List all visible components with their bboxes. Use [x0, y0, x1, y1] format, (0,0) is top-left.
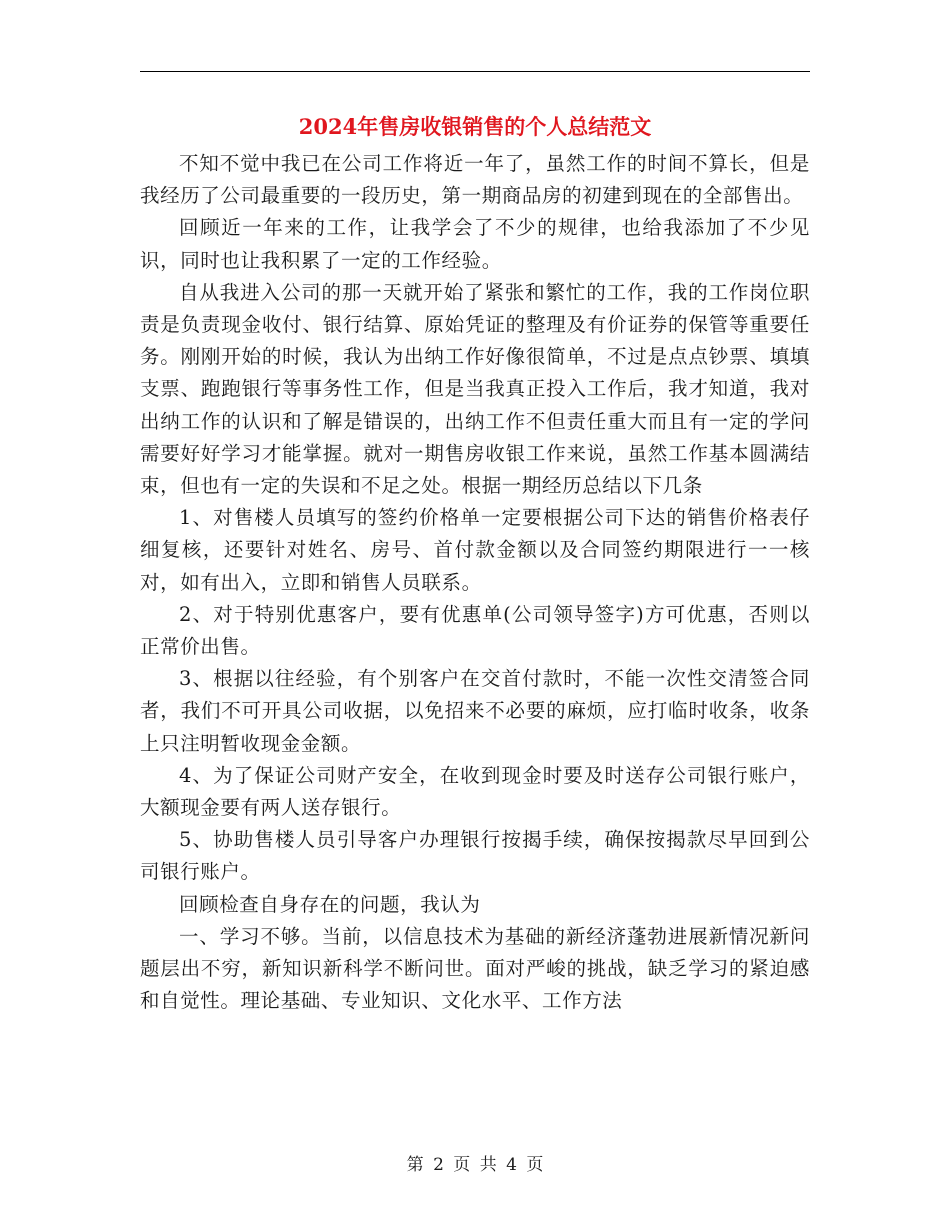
footer-current-page: 2: [433, 1155, 444, 1175]
paragraph: 2、对于特别优惠客户，要有优惠单(公司领导签字)方可优惠，否则以正常价出售。: [140, 602, 810, 659]
footer-suffix: 页: [526, 1155, 544, 1175]
footer-prefix: 第: [406, 1155, 424, 1175]
header-rule: [140, 71, 810, 72]
paragraph: 回顾近一年来的工作，让我学会了不少的规律，也给我添加了不少见识，同时也让我积累了一定的工作经验。: [140, 216, 810, 272]
paragraph: 回顾检查自身存在的问题，我认为: [179, 892, 481, 916]
footer-total-word: 共: [479, 1155, 497, 1175]
paragraph: 5、协助售楼人员引导客户办理银行按揭手续，确保按揭款尽早回到公司银行账户。: [140, 828, 810, 884]
footer-total-pages: 4: [506, 1155, 517, 1175]
footer-page-word: 页: [453, 1155, 471, 1175]
paragraph: 自从我进入公司的那一天就开始了紧张和繁忙的工作，我的工作岗位职责是负责现金收付、银行结算、原始凭证的整理及有价证券的保管等重要任务。刚刚开始的时候，我认为出纳工作好像很简单，不过是点点钞票、填填支票、跑跑银行等事务性工作，但是当我真正投入工作后，我才知道，我对出纳工作的认识和了解是错误的，出纳工作不但责任重大而且有一定的学问需要好好学习才能掌握。就对一期售房收银工作来说，虽然工作基本圆满结束，但也有一定的失误和不足之处。根据一期经历总结以下几条: [140, 280, 810, 498]
paragraph: 一、学习不够。当前，以信息技术为基础的新经济蓬勃进展新情况新问题层出不穷，新知识新科学不断问世。面对严峻的挑战，缺乏学习的紧迫感和自觉性。理论基础、专业知识、文化水平、工作方法: [140, 924, 810, 1013]
document-body: [140, 148, 810, 1017]
paragraph: 3、根据以往经验，有个别客户在交首付款时，不能一次性交清签合同者，我们不可开具公司收据，以免招来不必要的麻烦，应打临时收条，收条上只注明暂收现金金额。: [140, 667, 810, 755]
page-footer: [140, 1153, 810, 1177]
paragraph: 4、为了保证公司财产安全，在收到现金时要及时送存公司银行账户，大额现金要有两人送存银行。: [140, 763, 810, 820]
paragraph: 不知不觉中我已在公司工作将近一年了，虽然工作的时间不算长，但是我经历了公司最重要的一段历史，第一期商品房的初建到现在的全部售出。: [140, 152, 810, 208]
paragraph: 1、对售楼人员填写的签约价格单一定要根据公司下达的销售价格表仔细复核，还要针对姓名、房号、首付款金额以及合同签约期限进行一一核对，如有出入，立即和销售人员联系。: [140, 506, 810, 594]
document-title: 2024年售房收银销售的个人总结范文: [298, 114, 652, 139]
